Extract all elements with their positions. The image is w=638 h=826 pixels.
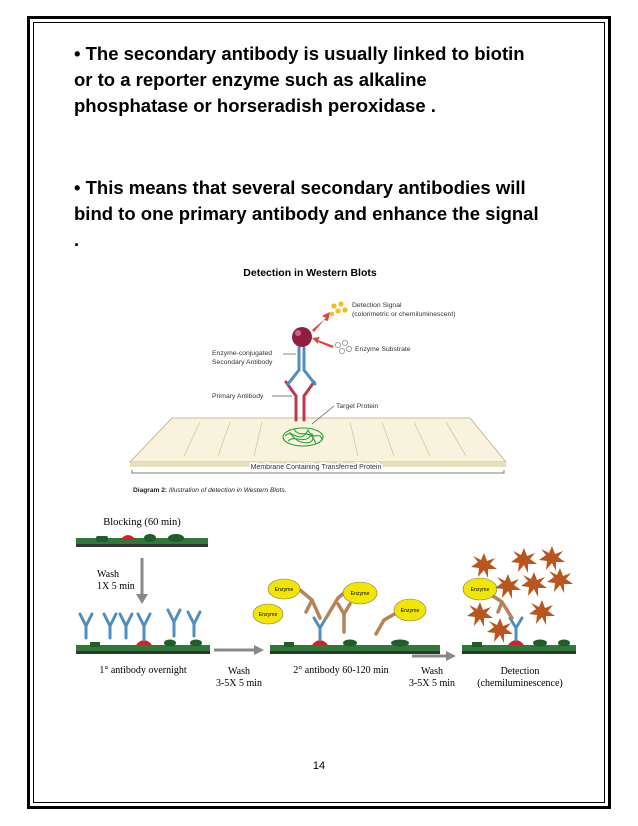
bullet-secondary-antibody: • The secondary antibody is usually linked to biotin or to a reporter enzyme such as alkaline phosphatase or horseradish peroxidase . bbox=[74, 43, 525, 116]
star-icon bbox=[511, 548, 537, 573]
enzyme-1-label: Enzyme bbox=[274, 587, 294, 593]
detection-line1: Detection bbox=[500, 666, 540, 677]
enzyme-substrate-label: Enzyme Substrate bbox=[355, 346, 411, 353]
western-blot-detection-diagram bbox=[130, 267, 506, 494]
detection-signal-sublabel: (colorimetric or chemiluminescent) bbox=[352, 311, 456, 318]
enzyme-2-label: Enzyme bbox=[258, 612, 278, 618]
detection-enzyme-label: Enzyme bbox=[470, 587, 490, 593]
secondary-step-label: 2° antibody 60-120 min bbox=[293, 665, 389, 676]
enzyme-conjugated-label-1: Enzyme-conjugated bbox=[212, 350, 273, 357]
secondary-panel-membrane bbox=[270, 640, 440, 655]
detection-signal-label: Detection Signal bbox=[352, 302, 402, 309]
detection-line2: (chemiluminescence) bbox=[477, 678, 563, 689]
blocking-label: Blocking (60 min) bbox=[103, 517, 181, 528]
primary-antibody-label: Primary Antibody bbox=[212, 393, 264, 400]
page-number: 14 bbox=[312, 760, 326, 772]
signal-arrow-icon bbox=[312, 312, 330, 332]
enzyme-sphere bbox=[292, 327, 312, 347]
wash3-arrowhead-icon bbox=[446, 651, 456, 661]
membrane-label: Membrane Containing Transferred Protein bbox=[250, 464, 382, 471]
detection-panel-membrane bbox=[462, 640, 576, 655]
membrane bbox=[130, 418, 506, 462]
diagram1-caption bbox=[133, 487, 287, 494]
primary-step-label: 1° antibody overnight bbox=[99, 665, 187, 676]
secondary-antibody bbox=[288, 348, 315, 384]
bound-primary-antibody bbox=[314, 618, 326, 640]
enzyme-conjugated-label-2: Secondary Antibody bbox=[212, 359, 273, 366]
wash2-line1: Wash bbox=[228, 666, 250, 677]
wash3-line2: 3-5X 5 min bbox=[408, 678, 456, 689]
primary-antibodies bbox=[80, 610, 200, 640]
detection-primary-antibody bbox=[510, 618, 522, 640]
primary-panel-membrane bbox=[76, 640, 210, 655]
substrate-dots bbox=[335, 340, 351, 353]
caption-rest: Illustration of detection in Western Blots. bbox=[167, 487, 287, 494]
detection-secondary-antibody bbox=[490, 594, 512, 618]
star-icon bbox=[521, 572, 547, 597]
wash1-arrowhead-icon bbox=[136, 594, 148, 604]
star-icon bbox=[529, 600, 555, 625]
wash2-line2: 3-5X 5 min bbox=[215, 678, 263, 689]
star-icon bbox=[487, 618, 513, 643]
wash1-line1: Wash bbox=[97, 569, 119, 580]
star-icon bbox=[539, 546, 565, 571]
enzyme-highlight bbox=[295, 330, 301, 336]
substrate-arrow-icon bbox=[312, 337, 334, 348]
primary-antibody bbox=[286, 382, 314, 420]
wash3-line1: Wash bbox=[421, 666, 443, 677]
star-icon bbox=[495, 574, 521, 599]
bullet-signal-enhancement: • This means that several secondary antibodies will bind to one primary antibody and enhance the signal . bbox=[74, 177, 539, 250]
wash2-arrowhead-icon bbox=[254, 645, 264, 655]
caption-bold: Diagram 2: bbox=[133, 487, 168, 494]
enzyme-3-label: Enzyme bbox=[350, 591, 370, 597]
diagram1-title: Detection in Western Blots bbox=[243, 267, 377, 279]
wash1-line2: 1X 5 min bbox=[97, 581, 135, 592]
enzymes-panel2 bbox=[253, 579, 426, 624]
enzyme-4-label: Enzyme bbox=[400, 608, 420, 614]
blocking-membrane bbox=[76, 534, 208, 547]
target-protein-label: Target Protein bbox=[336, 403, 379, 410]
star-icon bbox=[467, 602, 493, 627]
workflow-diagram bbox=[76, 517, 576, 689]
detection-signal-dots bbox=[330, 301, 348, 316]
star-icon bbox=[471, 553, 497, 578]
star-icon bbox=[547, 568, 573, 593]
